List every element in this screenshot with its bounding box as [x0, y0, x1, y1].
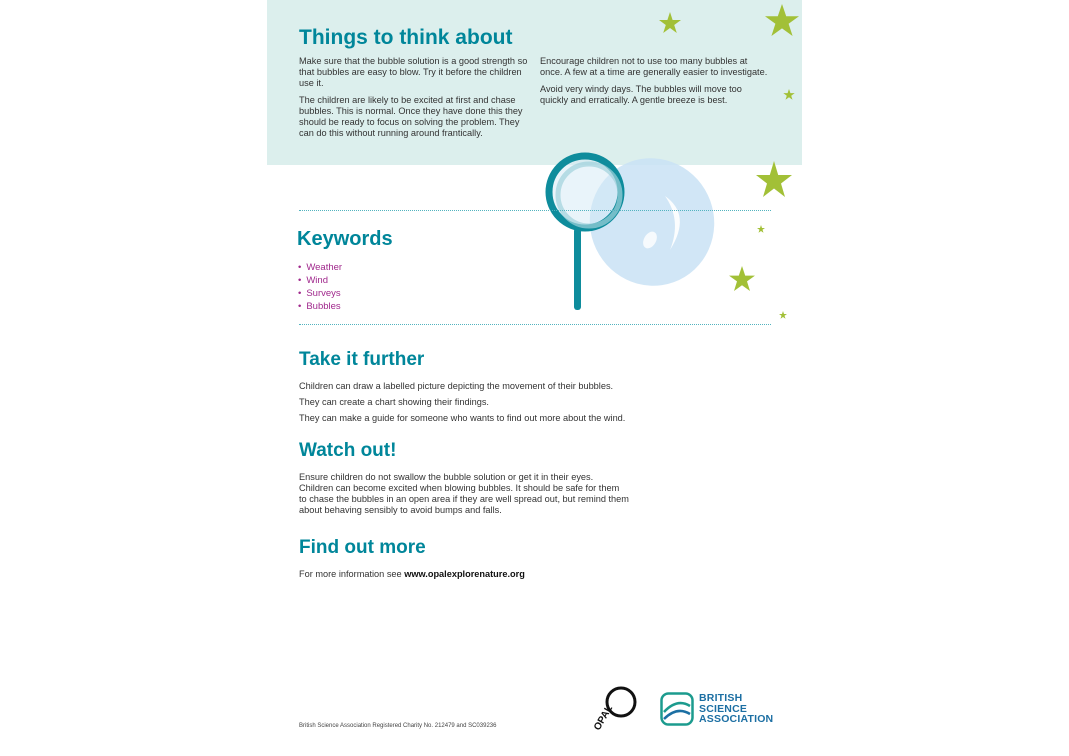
things-right-column: [540, 56, 770, 112]
divider-top: [299, 210, 771, 211]
find-prefix: For more information see: [299, 569, 405, 579]
bsa-word: ASSOCIATION: [699, 713, 774, 725]
watch-title: Watch out!: [299, 440, 397, 461]
further-line: Children can draw a labelled picture depicting the movement of their bubbles.: [299, 381, 614, 391]
star-icon: [659, 12, 681, 33]
opal-logo: [589, 684, 639, 734]
things-title: Things to think about: [299, 26, 513, 49]
opal-logo-text: OPAL: [592, 703, 616, 733]
things-paragraph: Avoid very windy days. The bubbles will move too quickly and erratically. A gentle breeze is best.: [540, 84, 742, 105]
star-icon: [779, 311, 787, 319]
things-paragraph: The children are likely to be excited at first and chase bubbles. This is normal. Once they have done this they should be ready to focus on solving the problem. They can do this without running around frantically.: [299, 95, 523, 138]
star-icon: [729, 266, 755, 291]
watch-line: Children can become excited when blowing bubbles. It should be safe for them: [299, 483, 620, 493]
keywords-list: [298, 261, 342, 313]
keyword-item: • Bubbles: [298, 300, 342, 313]
charity-text: British Science Association Registered Charity No. 212479 and SC039236: [299, 723, 497, 729]
things-paragraph: Encourage children not to use too many bubbles at once. A few at a time are generally easier to investigate.: [540, 56, 768, 77]
watch-line: Ensure children do not swallow the bubble solution or get it in their eyes.: [299, 472, 594, 482]
further-title: Take it further: [299, 349, 425, 370]
keyword-item: • Wind: [298, 274, 342, 287]
find-link[interactable]: www.opalexplorenature.org: [404, 569, 525, 579]
watch-line: to chase the bubbles in an open area if they are well spread out, but remind them: [299, 494, 629, 504]
star-icon: [757, 225, 765, 233]
further-line: They can make a guide for someone who wants to find out more about the wind.: [299, 413, 626, 423]
bsa-logo-text: [699, 693, 773, 725]
star-icon: [765, 4, 799, 36]
keywords-title: Keywords: [297, 228, 393, 250]
further-line: They can create a chart showing their findings.: [299, 397, 489, 407]
things-left-column: [299, 56, 529, 145]
further-text: [299, 381, 625, 429]
keyword-item: • Weather: [298, 261, 342, 274]
watch-line: about behaving sensibly to avoid bumps and falls.: [299, 505, 502, 515]
watch-text: [299, 472, 629, 516]
divider-bottom: [299, 324, 771, 325]
keyword-item: • Surveys: [298, 287, 342, 300]
things-paragraph: Make sure that the bubble solution is a good strength so that bubbles are easy to blow. Try it before the children use it.: [299, 56, 528, 88]
worksheet-page: [267, 0, 802, 756]
find-title: Find out more: [299, 537, 426, 558]
bsa-word: SCIENCE: [699, 702, 748, 715]
find-text: [299, 569, 525, 579]
bsa-word: BRITISH: [699, 692, 743, 704]
bsa-logo: [660, 689, 785, 727]
star-icon: [756, 161, 792, 197]
magnifier-handle-icon: [574, 228, 581, 310]
star-icon: [783, 89, 794, 100]
bsa-logo-icon: [660, 692, 694, 726]
